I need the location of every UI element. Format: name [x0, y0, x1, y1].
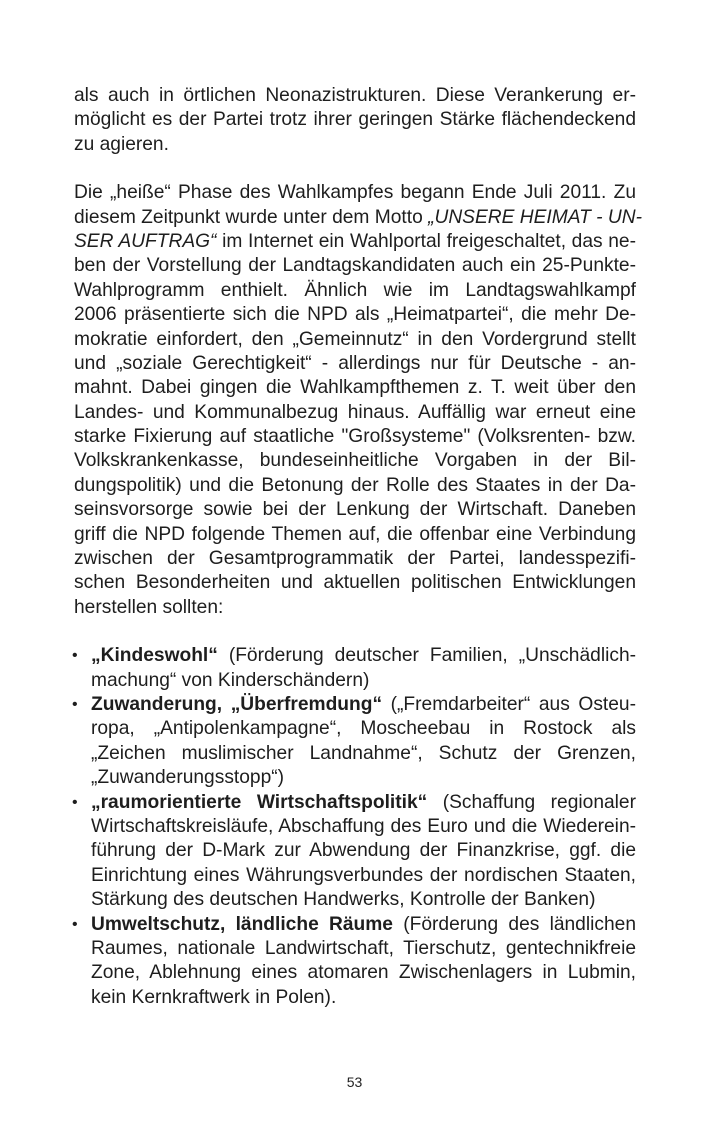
list-item-line	[91, 693, 636, 717]
bullet: •	[72, 647, 78, 665]
bullet: •	[72, 793, 78, 811]
page-body	[72, 84, 642, 1010]
paragraph-line: Landes- und Kommunalbezug hinaus. Auffällig war erneut eine	[74, 401, 636, 423]
paragraph-line: möglicht es der Partei trotz ihrer geringen Stärke flächendeckend	[74, 109, 636, 131]
motto-text: SER AUFTRAG“	[74, 230, 217, 252]
list-item-heading: „Kindeswohl“	[91, 645, 218, 667]
paragraph-line: mahnt. Dabei gingen die Wahlkampfthemen z. T. weit über den	[74, 377, 636, 399]
paragraph-line: zu agieren.	[74, 133, 169, 155]
paragraph-line: griff die NPD folgende Themen auf, die offenbar eine Verbindung	[74, 523, 636, 545]
paragraph-line	[74, 230, 636, 254]
list-item	[74, 791, 636, 913]
list-item-line: ropa, „Antipolenkampagne“, Moscheebau in Rostock als	[91, 718, 636, 740]
list-item-line: kein Kernkraftwerk in Polen).	[91, 986, 337, 1008]
list-item-line: Raumes, nationale Landwirtschaft, Tierschutz, gentechnikfreie	[91, 937, 636, 959]
paragraph-line: seinsvorsorge sowie bei der Lenkung der Wirtschaft. Daneben	[74, 499, 636, 521]
list-item-text: (Schaffung regionaler	[427, 791, 636, 813]
paragraph-line: als auch in örtlichen Neonazistrukturen. Diese Verankerung er-	[74, 85, 636, 106]
list-item-text: (Förderung deutscher Familien, „Unschädlich-	[217, 645, 636, 667]
bullet: •	[72, 695, 78, 713]
motto-text: „UNSERE HEIMAT - UN-	[428, 206, 642, 228]
list-item-heading: „raumorientierte Wirtschaftspolitik“	[91, 791, 428, 813]
paragraph-line: herstellen sollten:	[74, 596, 224, 618]
paragraph-line: mokratie einfordert, den „Gemeinnutz“ in den Vordergrund stellt	[74, 328, 636, 350]
topic-list	[74, 644, 636, 1010]
paragraph-text: im Internet ein Wahlportal freigeschaltet, das ne-	[216, 230, 636, 252]
paragraph-line: dungspolitik) und die Betonung der Rolle des Staates in der Da-	[74, 474, 636, 496]
list-item-line: Wirtschaftskreisläufe, Abschaffung des Euro und die Wiederein-	[91, 815, 636, 837]
list-item-heading: Zuwanderung, „Überfremdung“	[91, 693, 383, 715]
paragraph-2	[74, 181, 642, 620]
list-item-heading: Umweltschutz, ländliche Räume	[91, 913, 393, 935]
paragraph-line: schen Besonderheiten und aktuellen politischen Entwicklungen	[74, 572, 636, 594]
list-item-line	[91, 913, 636, 937]
page-number: 53	[346, 1074, 363, 1090]
paragraph-line: 2006 präsentierte sich die NPD als „Heimatpartei“, die mehr De-	[74, 304, 636, 326]
list-item-line: führung der D-Mark zur Abwendung der Finanzkrise, ggf. die	[91, 840, 636, 862]
paragraph-line	[74, 206, 642, 230]
list-item	[74, 913, 636, 1011]
paragraph-line: Wahlprogramm enthielt. Ähnlich wie im Landtagswahlkampf	[74, 279, 636, 301]
list-item-line: Einrichtung eines Währungsverbundes der nordischen Staaten,	[91, 864, 636, 886]
paragraph-1	[74, 84, 636, 157]
list-item-line	[91, 644, 636, 668]
list-item-line: „Zuwanderungsstopp“)	[91, 767, 285, 789]
list-item-line	[91, 791, 636, 815]
bullet: •	[72, 915, 78, 933]
list-item-text: („Fremdarbeiter“ aus Osteu-	[382, 693, 636, 715]
paragraph-line: starke Fixierung auf staatliche "Großsysteme" (Volksrenten- bzw.	[74, 426, 636, 448]
list-item-line: machung“ von Kinderschändern)	[91, 669, 370, 691]
list-item-text: (Förderung des ländlichen	[392, 913, 636, 935]
paragraph-line: und „soziale Gerechtigkeit“ - allerdings nur für Deutsche - an-	[74, 352, 636, 374]
list-item-line: Stärkung des deutschen Handwerks, Kontrolle der Banken)	[91, 889, 596, 911]
list-item-line: Zone, Ablehnung eines atomaren Zwischenlagers in Lubmin,	[91, 962, 636, 984]
paragraph-line: Volkskrankenkasse, bundeseinheitliche Vorgaben in der Bil-	[74, 450, 636, 472]
list-item-line: „Zeichen muslimischer Landnahme“, Schutz der Grenzen,	[91, 742, 636, 764]
paragraph-line: ben der Vorstellung der Landtagskandidaten auch ein 25-Punkte-	[74, 255, 636, 277]
paragraph-line: zwischen der Gesamtprogrammatik der Partei, landesspezifi-	[74, 548, 636, 570]
paragraph-line: Die „heiße“ Phase des Wahlkampfes begann Ende Juli 2011. Zu	[74, 182, 636, 204]
list-item	[74, 693, 636, 791]
list-item	[74, 644, 636, 693]
paragraph-text: diesem Zeitpunkt wurde unter dem Motto	[74, 206, 429, 228]
